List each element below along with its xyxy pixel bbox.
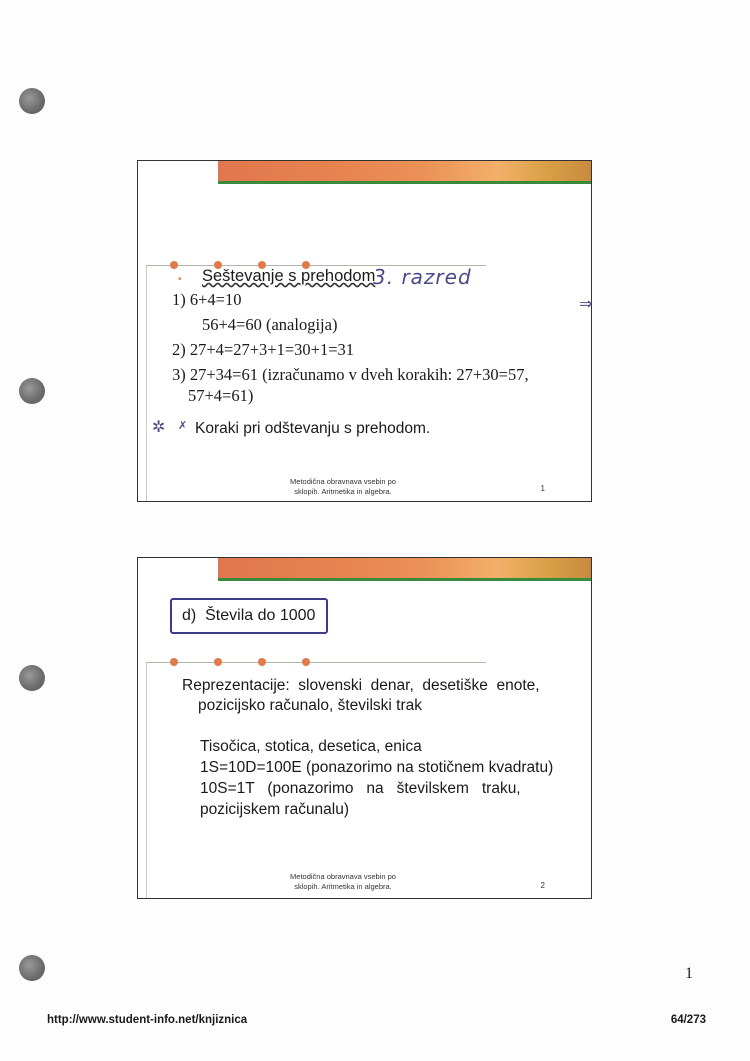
slide-1 [137,160,592,502]
slide-body [172,289,529,406]
handwritten-note: 3. razred [373,265,472,289]
slide-number: 1 [540,484,545,493]
slide-left-rule [146,663,147,898]
title-box [170,598,328,634]
page-count: 64/273 [670,1014,706,1026]
footer-line-1: Metodična obravnava vsebin po [290,477,396,486]
footer-line-2: sklopih. Aritmetika in algebra. [294,882,392,891]
handwritten-check-icon: ✗ [178,419,188,432]
list-item: 1S=10D=100E (ponazorimo na stotičnem kvadratu) [200,759,554,776]
punch-hole-1 [19,88,45,114]
slide-body [200,736,553,820]
slide-intro [182,676,562,716]
list-item: 56+4=60 (analogija) [202,315,338,334]
slide-banner [218,558,591,578]
handwritten-arrow-icon: ⇒ [579,294,593,313]
punch-hole-4 [19,955,45,981]
slide-title: Seštevanje s prehodom [202,267,376,285]
list-item: Tisočica, stotica, desetica, enica [200,738,422,755]
intro-line-1: Reprezentacije: slovenski denar, desetiške enote, [182,677,540,694]
slide-banner-line [218,181,591,184]
list-item-last: Koraki pri odštevanju s prehodom. [195,420,431,437]
bullet-icon: • [178,274,182,285]
list-item: 57+4=61) [188,386,254,405]
list-item: 10S=1T (ponazorimo na številskem traku, [200,780,521,797]
list-item: pozicijskem računalu) [200,801,350,818]
decorative-dot-line [146,656,486,670]
slide-title: d) Števila do 1000 [182,607,316,624]
slide-number: 2 [540,881,545,890]
intro-line-2: pozicijsko računalo, številski trak [198,697,422,714]
slide-footer [278,477,408,497]
slide-banner [218,161,591,181]
list-item: 2) 27+4=27+3+1=30+1=31 [172,340,355,359]
list-item: 3) 27+34=61 (izračunamo v dveh korakih: 27+30=57, [172,365,529,384]
slide-2 [137,557,592,899]
slide-footer [278,872,408,892]
footer-url-link[interactable]: http://www.student-info.net/knjiznica [47,1014,248,1026]
slide-banner-line [218,578,591,581]
punch-hole-3 [19,665,45,691]
footer-line-1: Metodična obravnava vsebin po [290,872,396,881]
page-number: 1 [685,965,693,982]
punch-hole-2 [19,378,45,404]
slide-left-rule [146,266,147,501]
handwritten-star-icon: ✲ [152,417,166,436]
list-item: 1) 6+4=10 [172,290,242,309]
footer-line-2: sklopih. Aritmetika in algebra. [294,487,392,496]
